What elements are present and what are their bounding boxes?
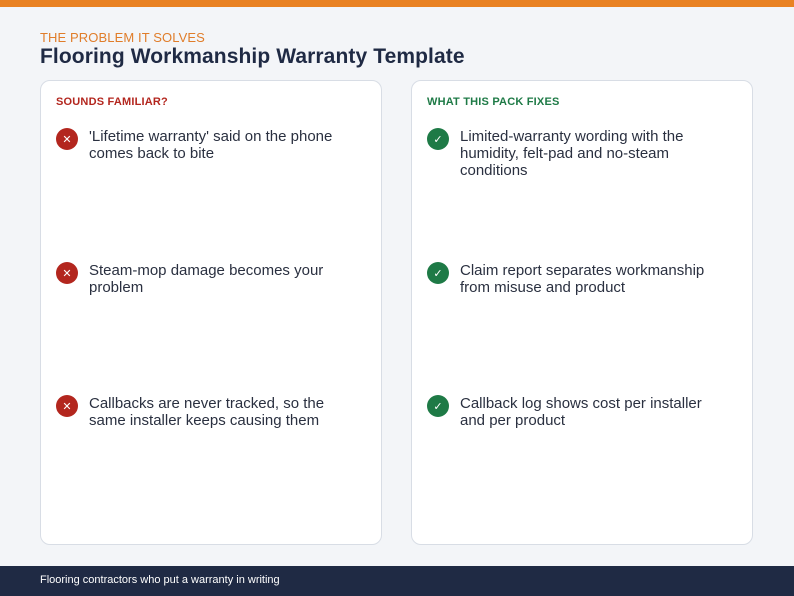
problems-card bbox=[40, 80, 382, 545]
problem-item bbox=[56, 128, 356, 162]
check-icon: ✓ bbox=[427, 262, 449, 284]
problems-heading: SOUNDS FAMILIAR? bbox=[56, 96, 168, 108]
footer-bar bbox=[0, 566, 794, 596]
x-icon: ✕ bbox=[56, 128, 78, 150]
check-icon: ✓ bbox=[427, 395, 449, 417]
fixes-card bbox=[411, 80, 753, 545]
fix-item bbox=[427, 262, 727, 296]
problem-text: 'Lifetime warranty' said on the phone comes back to bite bbox=[89, 128, 333, 162]
fixes-heading: WHAT THIS PACK FIXES bbox=[427, 96, 560, 108]
fix-item bbox=[427, 395, 727, 429]
problem-text: Steam-mop damage becomes your problem bbox=[89, 262, 324, 296]
problem-item bbox=[56, 395, 356, 429]
section-eyebrow: THE PROBLEM IT SOLVES bbox=[40, 30, 205, 45]
footer-text: Flooring contractors who put a warranty in writing bbox=[40, 574, 280, 586]
fix-text: Callback log shows cost per installer and per product bbox=[460, 395, 702, 429]
problem-text: Callbacks are never tracked, so the same installer keeps causing them bbox=[89, 395, 325, 429]
check-icon: ✓ bbox=[427, 128, 449, 150]
fix-text: Claim report separates workmanship from misuse and product bbox=[460, 262, 705, 296]
x-icon: ✕ bbox=[56, 395, 78, 417]
page-title: Flooring Workmanship Warranty Template bbox=[40, 45, 465, 68]
fix-item bbox=[427, 128, 727, 179]
x-icon: ✕ bbox=[56, 262, 78, 284]
top-accent-bar bbox=[0, 0, 794, 7]
fix-text: Limited-warranty wording with the humidity, felt-pad and no-steam conditions bbox=[460, 128, 684, 179]
problem-item bbox=[56, 262, 356, 296]
